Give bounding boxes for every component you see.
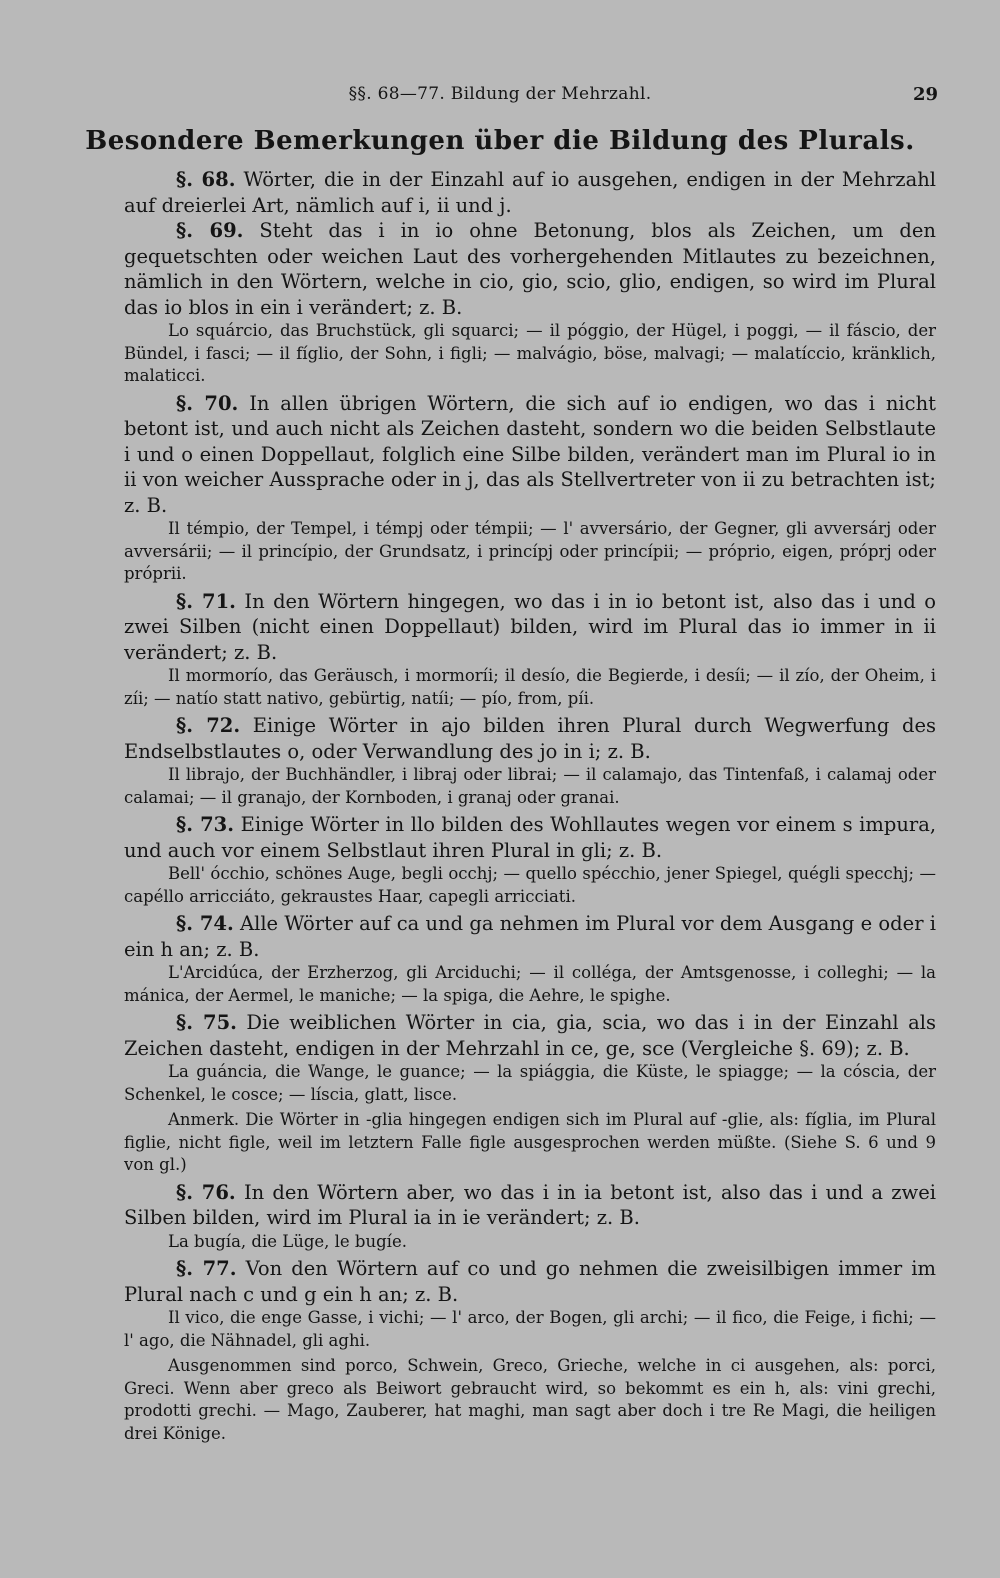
section-number: §. 70. xyxy=(176,391,239,415)
paragraph-69 xyxy=(124,218,936,320)
paragraph-text: Einige Wörter in llo bilden des Wohllautes wegen vor einem s impura, und auch vor einem Selbstlaut ihren Plural in gli; z. B. xyxy=(124,813,937,862)
paragraph-77 xyxy=(124,1256,936,1307)
example-76: La bugía, die Lüge, le bugíe. xyxy=(168,1231,407,1251)
example-69: Lo squárcio, das Bruchstück, gli squarci; — il póggio, der Hügel, i poggi, — il fáscio, der Bündel, i fasci; — il fíglio, der Sohn, i figli; — malvágio, böse, malvagi; — malatíccio, kränklich, malaticci. xyxy=(124,321,936,385)
section-number: §. 73. xyxy=(176,813,235,836)
section-number: §. 74. xyxy=(176,912,234,935)
paragraph-text: In den Wörtern aber, wo das i in ia betont ist, also das i und a zwei Silben bilden, wird im Plural ia in ie verändert; z. B. xyxy=(124,1180,936,1229)
paragraph-text: Die weiblichen Wörter in cia, gia, scia, wo das i in der Einzahl als Zeichen dasteht, endigen in der Mehrzahl in ce, ge, sce (Vergleiche §. 69); z. B. xyxy=(124,1011,936,1060)
paragraph-text: Einige Wörter in ajo bilden ihren Plural durch Wegwerfung des Endselbstlautes o, oder Verwandlung des jo in i; z. B. xyxy=(124,714,937,763)
section-number: §. 75. xyxy=(176,1011,237,1034)
running-head xyxy=(0,84,1000,112)
paragraph-68 xyxy=(124,167,936,218)
paragraph-text: Von den Wörtern auf co und go nehmen die zweisilbigen immer im Plural nach c und g ein h an; z. B. xyxy=(124,1257,936,1306)
paragraph-72 xyxy=(124,713,936,764)
paragraph-text: In den Wörtern hingegen, wo das i in io betont ist, also das i und o zwei Silben (nicht einen Doppellaut) bilden, wird im Plural das io immer in ii verändert; z. B. xyxy=(124,589,936,664)
paragraph-text: Steht das i in io ohne Betonung, blos als Zeichen, um den gequetschten oder weichen Laut des vorhergehenden Mitlautes zu bezeichnen, nämlich in den Wörtern, welche in cio, gio, scio, glio, endigen, so wird im Plural das io blos in ein i verändert; z. B. xyxy=(124,219,936,319)
paragraph-76 xyxy=(124,1180,936,1231)
example-70: Il témpio, der Tempel, i témpj oder témpii; — l' avversário, der Gegner, gli avversárj oder avversárii; — il princípio, der Grundsatz, i princípj oder princípii; — próprio, eigen, próprj oder próprii. xyxy=(124,519,936,583)
section-number: §. 76. xyxy=(176,1180,236,1204)
paragraph-74 xyxy=(124,911,936,962)
paragraph-text: Wörter, die in der Einzahl auf io ausgehen, endigen in der Mehrzahl auf dreierlei Art, nämlich auf i, ii und j. xyxy=(124,168,936,217)
section-number: §. 68. xyxy=(176,168,236,191)
example-74: L'Arcidúca, der Erzherzog, gli Arciduchi; — il colléga, der Amtsgenosse, i colleghi; — la mánica, der Aermel, le maniche; — la spiga, die Aehre, le spighe. xyxy=(124,963,936,1005)
running-title: §§. 68—77. Bildung der Mehrzahl. xyxy=(348,84,652,104)
page-body xyxy=(124,167,936,1448)
paragraph-73 xyxy=(124,812,936,863)
example-71: Il mormorío, das Geräusch, i mormoríi; il desío, die Begierde, i desíi; — il zío, der Oheim, i zíi; — natío statt nativo, gebürtig, natíi; — pío, from, píi. xyxy=(124,666,936,708)
paragraph-text: Alle Wörter auf ca und ga nehmen im Plural vor dem Ausgang e oder i ein h an; z. B. xyxy=(124,912,936,961)
paragraph-75 xyxy=(124,1010,936,1061)
section-heading: Besondere Bemerkungen über die Bildung des Plurals. xyxy=(85,126,915,156)
example-72: Il librajo, der Buchhändler, i libraj oder librai; — il calamajo, das Tintenfaß, i calamaj oder calamai; — il granajo, der Kornboden, i granaj oder granai. xyxy=(124,765,936,807)
section-number: §. 71. xyxy=(176,589,236,613)
section-number: §. 72. xyxy=(176,714,241,737)
paragraph-71 xyxy=(124,589,936,666)
section-number: §. 69. xyxy=(176,219,244,242)
page-number: 29 xyxy=(912,84,938,105)
section-number: §. 77. xyxy=(176,1257,237,1280)
paragraph-70 xyxy=(124,391,936,519)
note-75: Anmerk. Die Wörter in -glia hingegen endigen sich im Plural auf -glie, als: fíglia, im Plural figlie, nicht figle, weil im letztern Falle figle ausgesprochen werden müßte. (Siehe S. 6 und 9 von gl.) xyxy=(124,1110,936,1174)
example-77: Il vico, die enge Gasse, i vichi; — l' arco, der Bogen, gli archi; — il fico, die Feige, i fichi; — l' ago, die Nähnadel, gli aghi. xyxy=(124,1308,936,1350)
paragraph-text: In allen übrigen Wörtern, die sich auf io endigen, wo das i nicht betont ist, und auch nicht als Zeichen dasteht, sondern wo die beiden Selbstlaute i und o einen Doppellaut, folglich eine Silbe bilden, verändert man im Plural io in ii von weicher Aussprache oder in j, das als Stellvertreter von ii zu betrachten ist; z. B. xyxy=(124,391,936,517)
exception-77: Ausgenommen sind porco, Schwein, Greco, Grieche, welche in ci ausgehen, als: porci, Greci. Wenn aber greco als Beiwort gebraucht wird, so bekommt es ein h, als: vini grechi, prodotti grechi. — Mago, Zauberer, hat maghi, man sagt aber doch i tre Re Magi, die heiligen drei Könige. xyxy=(124,1356,936,1443)
example-73: Bell' ócchio, schönes Auge, begli occhj; — quello spécchio, jener Spiegel, quégli specchj; — capéllo arricciáto, gekraustes Haar, capegli arricciati. xyxy=(124,864,936,906)
example-75: La guáncia, die Wange, le guance; — la spiággia, die Küste, le spiagge; — la cóscia, der Schenkel, le cosce; — líscia, glatt, lisce. xyxy=(124,1062,936,1104)
